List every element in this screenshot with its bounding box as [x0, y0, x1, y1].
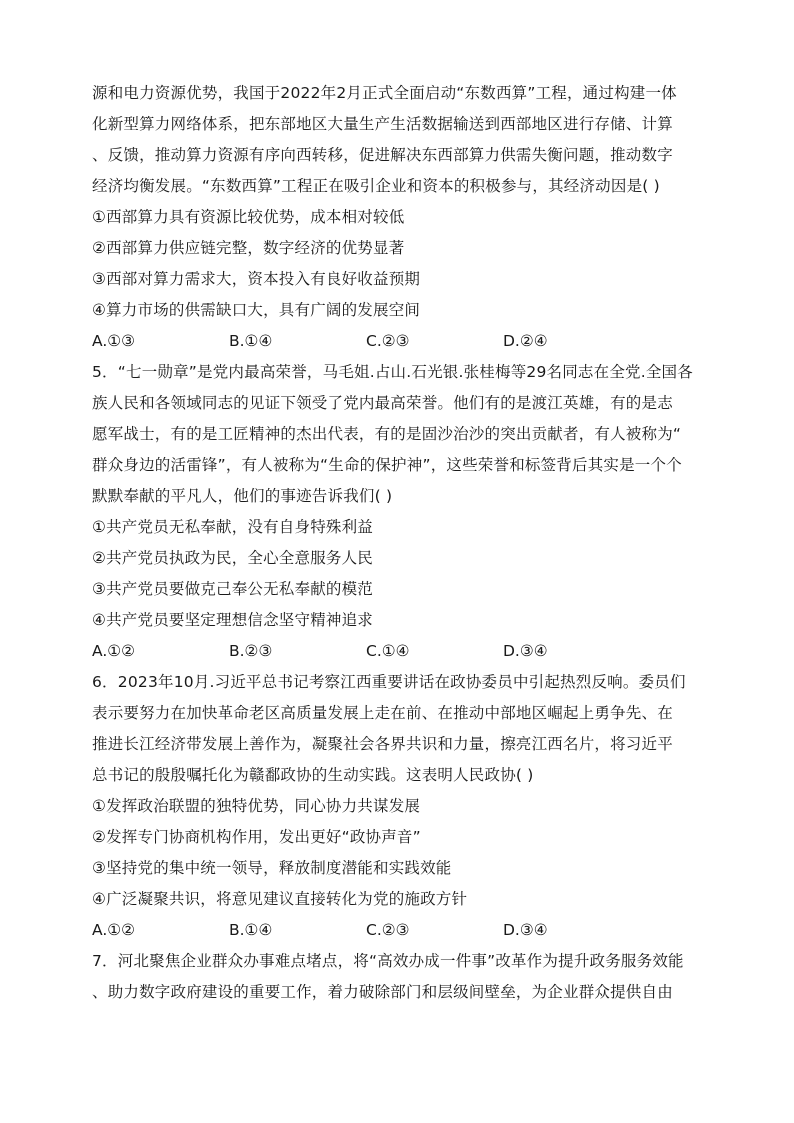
- statement-item: ③西部对算力需求大，资本投入有良好收益预期: [92, 270, 421, 288]
- statement-item: ②西部算力供应链完整，数字经济的优势显著: [92, 239, 405, 257]
- statement-item: ①共产党员无私奉献，没有自身特殊利益: [92, 518, 373, 536]
- question-6-items: [92, 791, 704, 915]
- statement-item: ①发挥政治联盟的独特优势，同心协力共谋发展: [92, 797, 421, 815]
- statement-item: ④广泛凝聚共识，将意见建议直接转化为党的施政方针: [92, 890, 468, 908]
- option-c: C.②③: [366, 332, 410, 350]
- option-a: A.①③: [92, 332, 136, 350]
- question-6-options: [92, 915, 704, 946]
- text-line: 、助力数字政府建设的重要工作，着力破除部门和层级间壁垒，为企业群众提供自由: [92, 983, 673, 1001]
- statement-item: ①西部算力具有资源比较优势，成本相对较低: [92, 208, 405, 226]
- statement-item: ②共产党员执政为民，全心全意服务人民: [92, 549, 373, 567]
- text-line: 族人民和各领域同志的见证下领受了党内最高荣誉。他们有的是渡江英雄，有的是志: [92, 394, 673, 412]
- option-a: A.①②: [92, 921, 136, 939]
- question-4-options: [92, 326, 704, 357]
- question-4-items: [92, 202, 704, 326]
- statement-item: ④共产党员要坚定理想信念坚守精神追求: [92, 611, 373, 629]
- option-d: D.③④: [503, 642, 548, 660]
- option-c: C.②③: [366, 921, 410, 939]
- option-b: B.①④: [229, 332, 273, 350]
- statement-item: ②发挥专门协商机构作用，发出更好“政协声音”: [92, 828, 421, 846]
- option-a: A.①②: [92, 642, 136, 660]
- option-d: D.②④: [503, 332, 548, 350]
- text-line: 、反馈，推动算力资源有序向西转移，促进解决东西部算力供需失衡问题，推动数字: [92, 146, 673, 164]
- text-line: 源和电力资源优势，我国于2022年2月正式全面启动“东数西算”工程，通过构建一体: [92, 84, 677, 102]
- option-c: C.①④: [366, 642, 410, 660]
- text-line: 默默奉献的平凡人，他们的事迹告诉我们( ): [92, 487, 393, 505]
- text-line: 表示要努力在加快革命老区高质量发展上走在前、在推动中部地区崛起上勇争先、在: [92, 704, 673, 722]
- text-line: 5．“七一勋章”是党内最高荣誉，马毛姐.占山.石光银.张桂梅等29名同志在全党.全国各: [92, 363, 693, 381]
- text-line: 推进长江经济带发展上善作为，凝聚社会各界共识和力量，擦亮江西名片，将习近平: [92, 735, 673, 753]
- text-line: 7．河北聚焦企业群众办事难点堵点，将“高效办成一件事”改革作为提升政务服务效能: [92, 952, 684, 970]
- statement-item: ③坚持党的集中统一领导，释放制度潜能和实践效能: [92, 859, 452, 877]
- question-6-stem: [92, 667, 704, 791]
- document-page: [92, 78, 704, 1008]
- text-line: 总书记的殷殷嘱托化为赣鄱政协的生动实践。这表明人民政协( ): [92, 766, 534, 784]
- text-line: 愿军战士，有的是工匠精神的杰出代表，有的是固沙治沙的突出贡献者，有人被称为“: [92, 425, 682, 443]
- question-7-stem: [92, 946, 704, 1008]
- option-d: D.③④: [503, 921, 548, 939]
- option-b: B.①④: [229, 921, 273, 939]
- text-line: 化新型算力网络体系，把东部地区大量生产生活数据输送到西部地区进行存储、计算: [92, 115, 673, 133]
- statement-item: ③共产党员要做克己奉公无私奉献的模范: [92, 580, 373, 598]
- question-5-options: [92, 636, 704, 667]
- text-line: 6．2023年10月.习近平总书记考察江西重要讲话在政协委员中引起热烈反响。委员们: [92, 673, 686, 691]
- question-5-stem: [92, 357, 704, 512]
- option-b: B.②③: [229, 642, 273, 660]
- text-line: 群众身边的活雷锋”，有人被称为“生命的保护神”，这些荣誉和标签背后其实是一个个: [92, 456, 682, 474]
- question-5-items: [92, 512, 704, 636]
- question-4-stem: [92, 78, 704, 202]
- statement-item: ④算力市场的供需缺口大，具有广阔的发展空间: [92, 301, 421, 319]
- text-line: 经济均衡发展。“东数西算”工程正在吸引企业和资本的积极参与，其经济动因是( ): [92, 177, 660, 195]
